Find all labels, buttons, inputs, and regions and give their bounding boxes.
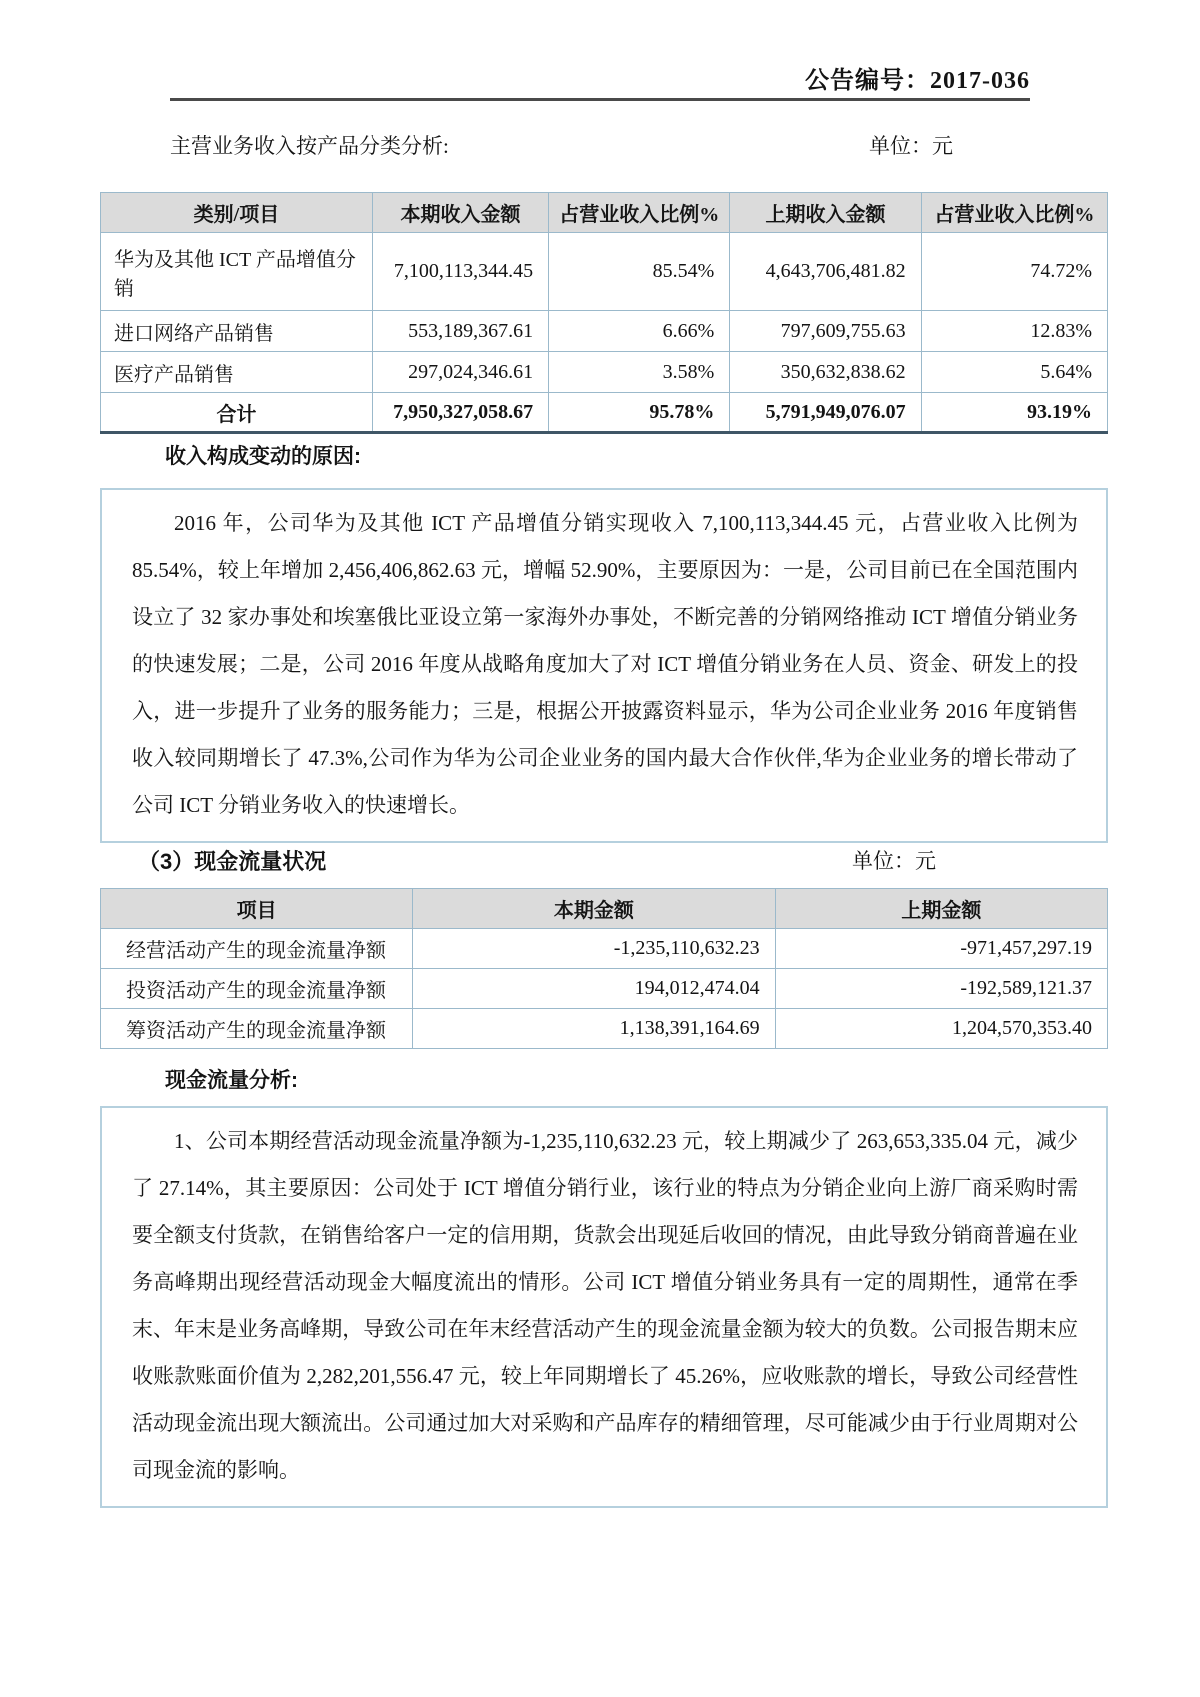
- total-label: 合计: [101, 393, 373, 433]
- col-header-current-ratio: 占营业收入比例%: [549, 193, 730, 233]
- cashflow-section-heading: （3）现金流量状况: [138, 849, 327, 874]
- row-current-amount: -1,235,110,632.23: [413, 929, 776, 969]
- col-header-prior-ratio: 占营业收入比例%: [921, 193, 1107, 233]
- row-prior-ratio: 12.83%: [921, 311, 1107, 352]
- col-header-prior-amount: 上期金额: [775, 889, 1107, 929]
- cashflow-table: [100, 888, 1108, 1049]
- row-prior-revenue: 4,643,706,481.82: [730, 233, 921, 311]
- row-prior-amount: -192,589,121.37: [775, 969, 1107, 1009]
- revenue-reason-paragraph: 2016 年，公司华为及其他 ICT 产品增值分销实现收入 7,100,113,344.45 元，占营业收入比例为 85.54%，较上年增加 2,456,406,862.63 元，增幅 52.90%，主要原因为：一是，公司目前已在全国范围内设立了 32 家办事处和埃塞俄比亚设立第一家海外办事处，不断完善的分销网络推动 ICT 增值分销业务的快速发展；二是，公司 2016 年度从战略角度加大了对 ICT 增值分销业务在人员、资金、研发上的投入，进一步提升了业务的服务能力；三是，根据公开披露资料显示，华为公司企业业务 2016 年度销售收入较同期增长了 47.3%,公司作为华为公司企业业务的国内最大合作伙伴,华为企业业务的增长带动了公司 ICT 分销业务收入的快速增长。: [100, 488, 1108, 843]
- revenue-intro-label: 主营业务收入按产品分类分析:: [170, 134, 449, 158]
- row-label: 投资活动产生的现金流量净额: [101, 969, 413, 1009]
- row-label: 筹资活动产生的现金流量净额: [101, 1009, 413, 1049]
- total-prior-ratio: 93.19%: [921, 393, 1107, 433]
- col-header-category: 类别/项目: [101, 193, 373, 233]
- row-current-ratio: 3.58%: [549, 352, 730, 393]
- total-prior-revenue: 5,791,949,076.07: [730, 393, 921, 433]
- row-prior-revenue: 350,632,838.62: [730, 352, 921, 393]
- revenue-reason-heading: 收入构成变动的原因:: [165, 445, 361, 468]
- row-label: 医疗产品销售: [101, 352, 373, 393]
- cashflow-title-row: [100, 845, 1108, 876]
- row-current-ratio: 6.66%: [549, 311, 730, 352]
- total-current-revenue: 7,950,327,058.67: [372, 393, 548, 433]
- cashflow-analysis-heading: 现金流量分析:: [165, 1069, 298, 1092]
- table-total-row: [101, 393, 1108, 433]
- row-label: 经营活动产生的现金流量净额: [101, 929, 413, 969]
- col-header-current-revenue: 本期收入金额: [372, 193, 548, 233]
- col-header-current-amount: 本期金额: [413, 889, 776, 929]
- cashflow-analysis-paragraph: 1、公司本期经营活动现金流量净额为-1,235,110,632.23 元，较上期减少了 263,653,335.04 元，减少了 27.14%，其主要原因：公司处于 ICT 增值分销行业，该行业的特点为分销企业向上游厂商采购时需要全额支付货款，在销售给客户一定的信用期，货款会出现延后收回的情况，由此导致分销商普遍在业务高峰期出现经营活动现金大幅度流出的情形。公司 ICT 增值分销业务具有一定的周期性，通常在季末、年末是业务高峰期，导致公司在年末经营活动产生的现金流量金额为较大的负数。公司报告期末应收账款账面价值为 2,282,201,556.47 元，较上年同期增长了 45.26%，应收账款的增长，导致公司经营性活动现金流出现大额流出。公司通过加大对采购和产品库存的精细管理，尽可能减少由于行业周期对公司现金流的影响。: [100, 1106, 1108, 1508]
- row-current-revenue: 553,189,367.61: [372, 311, 548, 352]
- announcement-number: 公告编号：2017-036: [805, 68, 1030, 94]
- row-current-amount: 1,138,391,164.69: [413, 1009, 776, 1049]
- row-prior-amount: 1,204,570,353.40: [775, 1009, 1107, 1049]
- table-row: [101, 233, 1108, 311]
- revenue-table-header-row: [101, 193, 1108, 233]
- row-label: 华为及其他 ICT 产品增值分销: [101, 233, 373, 311]
- col-header-prior-revenue: 上期收入金额: [730, 193, 921, 233]
- table-row: [101, 352, 1108, 393]
- revenue-table: [100, 192, 1108, 434]
- cashflow-unit-label: 单位：元: [852, 849, 936, 873]
- revenue-unit-label: 单位：元: [869, 134, 953, 158]
- table-row: [101, 311, 1108, 352]
- cashflow-table-header-row: [101, 889, 1108, 929]
- table-row: [101, 929, 1108, 969]
- row-current-revenue: 297,024,346.61: [372, 352, 548, 393]
- total-current-ratio: 95.78%: [549, 393, 730, 433]
- table-row: [101, 1009, 1108, 1049]
- row-current-amount: 194,012,474.04: [413, 969, 776, 1009]
- header-rule: [170, 98, 1030, 101]
- row-prior-amount: -971,457,297.19: [775, 929, 1107, 969]
- col-header-item: 项目: [101, 889, 413, 929]
- table-row: [101, 969, 1108, 1009]
- row-label: 进口网络产品销售: [101, 311, 373, 352]
- revenue-intro-row: [100, 130, 1108, 160]
- row-prior-revenue: 797,609,755.63: [730, 311, 921, 352]
- row-prior-ratio: 74.72%: [921, 233, 1107, 311]
- row-prior-ratio: 5.64%: [921, 352, 1107, 393]
- row-current-revenue: 7,100,113,344.45: [372, 233, 548, 311]
- row-current-ratio: 85.54%: [549, 233, 730, 311]
